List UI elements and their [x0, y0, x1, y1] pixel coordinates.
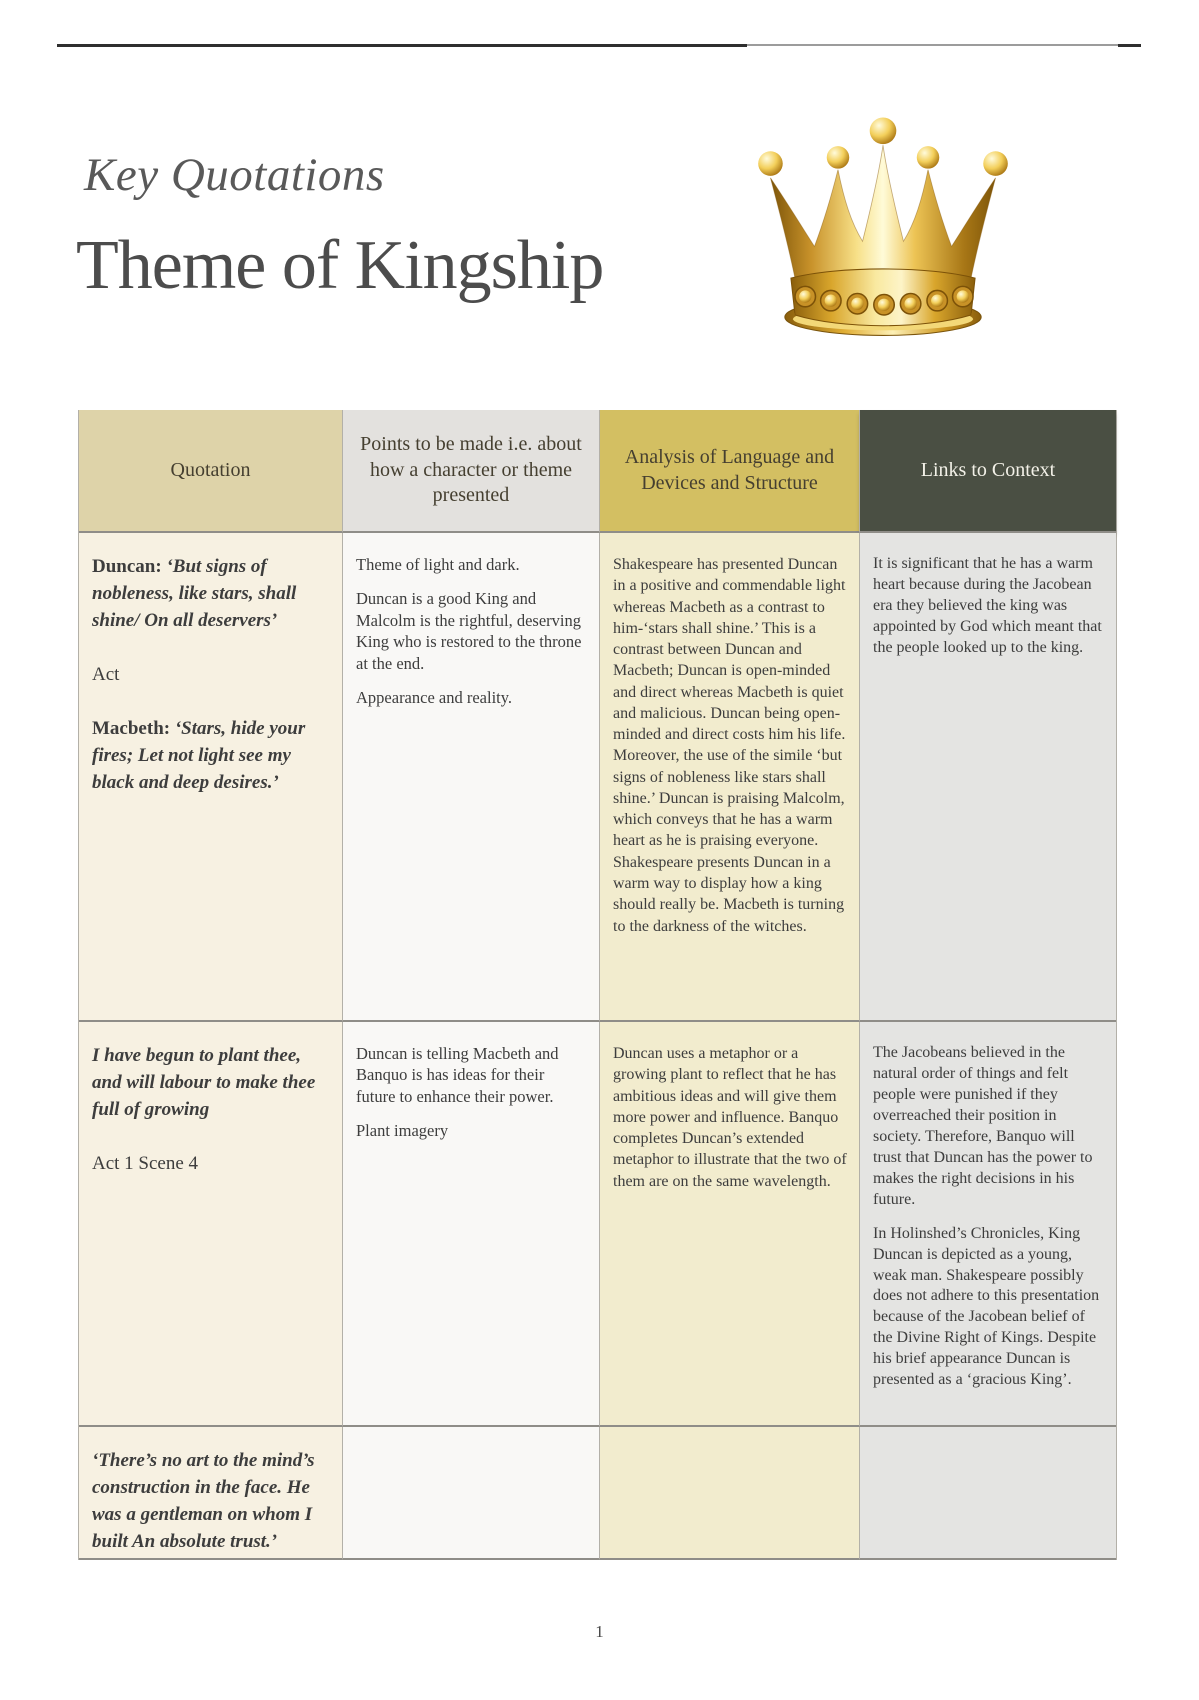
row2-context-cell	[859, 1022, 1116, 1427]
row3-analysis-cell	[599, 1427, 859, 1560]
row2-context-para-1: The Jacobeans believed in the natural order of things and felt people were punished if they overreached their position in society. Therefore, Banquo will trust that Duncan has the power to makes the right decisions in his future.	[873, 1044, 1093, 1208]
row3-quotation-cell	[79, 1427, 342, 1560]
row2-analysis-cell	[599, 1022, 859, 1427]
row2-act-label: Act 1 Scene 4	[92, 1152, 199, 1174]
header-context-label: Links to Context	[920, 458, 1056, 481]
row1-analysis-text: Shakespeare has presented Duncan in a positive and commendable light whereas Macbeth as a contrast to him-‘stars shall shine.’ This is a contrast between Duncan and Macbeth; Duncan is open-minded and direct whereas Macbeth is quiet and malicious. Duncan being open-minded and direct costs him his life. Moreover, the use of the simile ‘but signs of nobleness like stars shall shine.’ Duncan is praising Malcolm, which conveys that he has a warm heart as he is praising everyone. Shakespeare presents Duncan in a warm way to display how a king should really be. Macbeth is turning to the darkness of the witches.	[613, 556, 846, 935]
row1-context-cell	[859, 533, 1116, 1022]
row1-analysis-cell	[599, 533, 859, 1022]
row1-quote-macbeth-text: ‘Stars, hide your fires; Let not light see my black and deep desires.’	[92, 717, 306, 793]
row2-quotation-cell	[79, 1022, 342, 1427]
key-quotations-table	[78, 410, 1117, 1560]
row1-point-1: Theme of light and dark.	[356, 555, 520, 574]
row2-quote-text: I have begun to plant thee, and will labour to make thee full of growing	[92, 1045, 316, 1120]
row3-points-cell	[342, 1427, 599, 1560]
row2-points-cell	[342, 1022, 599, 1427]
row1-quote-duncan	[92, 554, 328, 635]
header-quotation	[79, 410, 342, 533]
header-points-label: Points to be made i.e. about how a character or theme presented	[360, 433, 582, 507]
header-analysis	[599, 410, 859, 533]
row1-quote-duncan-text: ‘But signs of nobleness, like stars, shall shine/ On all deservers’	[92, 556, 297, 631]
header-quotation-label: Quotation	[170, 458, 251, 481]
top-rule-thin	[747, 44, 1118, 46]
header-analysis-label: Analysis of Language and Devices and Structure	[624, 445, 835, 494]
row1-point-2: Duncan is a good King and Malcolm is the rightful, deserving King who is restored to the throne at the end.	[356, 589, 582, 673]
row1-quotation-cell	[79, 533, 342, 1022]
row1-quote-macbeth	[92, 716, 328, 797]
row1-speaker-macbeth: Macbeth:	[92, 717, 171, 739]
page-title: Theme of Kingship	[76, 227, 604, 304]
top-rule-main	[57, 44, 747, 47]
header-context	[859, 410, 1116, 533]
page-eyebrow-title: Key Quotations	[84, 149, 385, 201]
header-points	[342, 410, 599, 533]
row2-point-2: Plant imagery	[356, 1121, 449, 1141]
crown-image	[750, 114, 1016, 340]
page-number: 1	[595, 1622, 604, 1641]
row1-speaker-duncan: Duncan:	[92, 556, 162, 577]
row3-context-cell	[859, 1427, 1116, 1560]
row3-quote-text: ‘There’s no art to the mind’s construction in the face. He was a gentleman on whom I built An absolute trust.’	[92, 1450, 315, 1552]
row1-context-text: It is significant that he has a warm heart because during the Jacobean era they believed the king was appointed by God which meant that the people looked up to the king.	[873, 555, 1102, 656]
row2-context-para-2: In Holinshed’s Chronicles, King Duncan is depicted as a young, weak man. Shakespeare possibly does not adhere to this presentation because of the Jacobean belief of the Divine Right of Kings. Despite his brief appearance Duncan is presented as a ‘gracious King’.	[873, 1224, 1100, 1389]
row1-points-cell	[342, 533, 599, 1022]
row1-act-label: Act	[92, 663, 120, 685]
row2-point-1: Duncan is telling Macbeth and Banquo is has ideas for their future to enhance their power.	[356, 1044, 559, 1106]
top-rule-end	[1118, 44, 1141, 47]
row2-analysis-text: Duncan uses a metaphor or a growing plant to reflect that he has ambitious ideas and will give them more power and influence. Banquo completes Duncan’s extended metaphor to illustrate that the two of them are on the same wavelength.	[613, 1045, 847, 1190]
row1-point-3: Appearance and reality.	[356, 688, 513, 708]
